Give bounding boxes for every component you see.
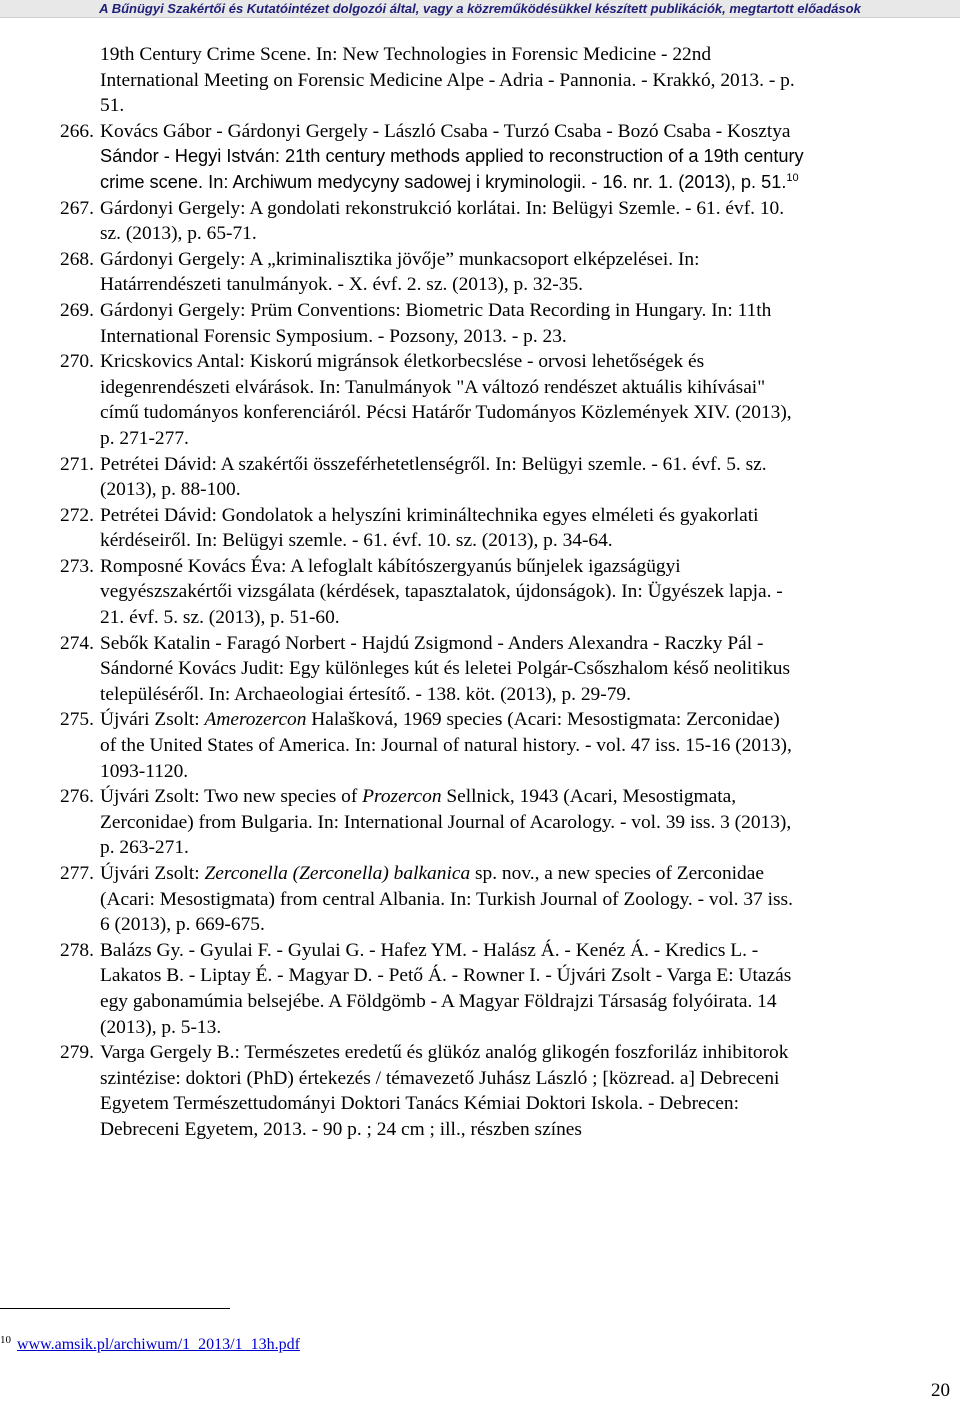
entry-number: 276. <box>60 786 94 808</box>
entry-text-line: of the United States of America. In: Journal of natural history. - vol. 47 iss. 15-16 (2013), <box>100 735 792 757</box>
footnote-marker: 10 <box>0 1333 11 1346</box>
list-item <box>60 861 940 938</box>
entry-text-line: Petrétei Dávid: A szakértői összeférhetetlenségről. In: Belügyi szemle. - 61. évf. 5. sz. <box>100 453 767 475</box>
entry-text-line: kérdéseiről. In: Belügyi szemle. - 61. évf. 10. sz. (2013), p. 34-64. <box>100 530 613 552</box>
entry-number: 268. <box>60 248 94 270</box>
footnote <box>0 1334 300 1356</box>
entry-number: 274. <box>60 632 94 654</box>
bibliography-list <box>60 42 940 1143</box>
list-item <box>60 938 940 1040</box>
entry-text-line: Zerconidae) from Bulgaria. In: International Journal of Acarology. - vol. 39 iss. 3 (2013), <box>100 811 792 833</box>
entry-text-line: Sándorné Kovács Judit: Egy különleges kút és leletei Polgár-Csőszhalom késő neolitikus <box>100 658 791 680</box>
list-item <box>60 349 940 451</box>
footnote-divider <box>0 1308 230 1309</box>
entry-number: 279. <box>60 1042 94 1064</box>
entry-text-line: 51. <box>100 95 125 117</box>
entry-text-line: 6 (2013), p. 669-675. <box>100 914 265 936</box>
entry-text-line: című tudományos konferenciáról. Pécsi Határőr Tudományos Közlemények XIV. (2013), <box>100 402 792 424</box>
entry-text-line: 19th Century Crime Scene. In: New Technologies in Forensic Medicine - 22nd <box>100 44 712 65</box>
list-item <box>60 707 940 784</box>
entry-text-line: Varga Gergely B.: Természetes eredetű és glükóz analóg glikogén foszforiláz inhibitorok <box>100 1042 789 1064</box>
entry-number: 267. <box>60 197 94 219</box>
footnote-reference[interactable]: 10 <box>786 171 799 184</box>
entry-text-line: Balázs Gy. - Gyulai F. - Gyulai G. - Hafez YM. - Halász Á. - Kenéz Á. - Kredics L. - <box>100 939 759 961</box>
entry-number: 271. <box>60 453 94 475</box>
entry-number: 273. <box>60 555 94 577</box>
species-name: Amerozercon <box>204 709 307 731</box>
entry-text-line: International Meeting on Forensic Medicine Alpe - Adria - Pannonia. - Krakkó, 2013. - p. <box>100 69 795 91</box>
entry-number: 270. <box>60 351 94 373</box>
entry-text-line: Sándor - Hegyi István: 21th century methods applied to reconstruction of a 19th century <box>100 146 804 167</box>
entry-number: 278. <box>60 939 94 961</box>
entry-text-line: Újvári Zsolt: Zerconella (Zerconella) balkanica sp. nov., a new species of Zerconidae <box>100 863 764 884</box>
entry-text-line: Újvári Zsolt: Two new species of Prozercon Sellnick, 1943 (Acari, Mesostigmata, <box>100 786 737 808</box>
entry-text-line: vegyészszakértői vizsgálata (kérdések, tapasztalatok, újdonságok). In: Ügyészek lapja. - <box>100 581 783 603</box>
entry-text-line: egy gabonamúmia belsejébe. A Földgömb - A Magyar Földrajzi Társaság folyóirata. 14 <box>100 990 777 1012</box>
entry-text-line: idegenrendészeti elvárások. In: Tanulmányok "A változó rendészet aktuális kihívásai" <box>100 376 766 398</box>
entry-text-line: Újvári Zsolt: Amerozercon Halašková, 1969 species (Acari: Mesostigmata: Zerconidae) <box>100 709 780 731</box>
entry-text-line: 21. évf. 5. sz. (2013), p. 51-60. <box>100 607 340 629</box>
entry-text-line: International Forensic Symposium. - Pozsony, 2013. - p. 23. <box>100 325 567 347</box>
list-item <box>60 119 940 196</box>
page-number: 20 <box>931 1380 950 1401</box>
list-item <box>60 631 940 708</box>
entry-text-line: (2013), p. 5-13. <box>100 1016 222 1038</box>
entry-number: 269. <box>60 299 94 321</box>
list-item <box>60 247 940 298</box>
entry-text-line: p. 263-271. <box>100 837 189 859</box>
entry-text-line: sz. (2013), p. 65-71. <box>100 223 257 245</box>
list-item <box>60 452 940 503</box>
species-name: Zerconella (Zerconella) balkanica <box>204 863 471 884</box>
entry-text-line: Sebők Katalin - Faragó Norbert - Hajdú Zsigmond - Anders Alexandra - Raczky Pál - <box>100 632 764 654</box>
entry-text-line: crime scene. In: Archiwum medycyny sadowej i kryminologii. - 16. nr. 1. (2013), p. 51.10 <box>100 171 799 192</box>
entry-text-line: 1093-1120. <box>100 760 189 782</box>
entry-text-line: Egyetem Természettudományi Doktori Tanács Kémiai Doktori Iskola. - Debrecen: <box>100 1093 739 1115</box>
list-item <box>60 503 940 554</box>
entry-text-line: Kricskovics Antal: Kiskorú migránsok életkorbecslése - orvosi lehetőségek és <box>100 351 705 373</box>
entry-text-line: p. 271-277. <box>100 427 189 449</box>
entry-text-line: (Acari: Mesostigmata) from central Albania. In: Turkish Journal of Zoology. - vol. 37 iss. <box>100 888 793 910</box>
entry-number: 266. <box>60 120 94 142</box>
page-header: A Bűnügyi Szakértői és Kutatóintézet dolgozói által, vagy a közreműködésükkel készített publikációk, megtartott előadások <box>0 0 960 18</box>
list-item <box>60 554 940 631</box>
entry-text-line: Romposné Kovács Éva: A lefoglalt kábítószergyanús bűnjelek igazságügyi <box>100 555 681 577</box>
entry-text-line: szintézise: doktori (PhD) értekezés / témavezető Juhász László ; [közread. a] Debreceni <box>100 1067 780 1089</box>
list-item <box>60 196 940 247</box>
entry-text-line: (2013), p. 88-100. <box>100 479 241 501</box>
entry-text-line: Petrétei Dávid: Gondolatok a helyszíni krimináltechnika egyes elméleti és gyakorlati <box>100 504 759 526</box>
entry-text-line: Gárdonyi Gergely: A „kriminalisztika jövője” munkacsoport elképzelései. In: <box>100 248 700 270</box>
list-item-continuation <box>60 42 940 119</box>
entry-text-line: Lakatos B. - Liptay É. - Magyar D. - Pető Á. - Rowner I. - Újvári Zsolt - Varga E: Utazás <box>100 965 792 987</box>
entry-number: 272. <box>60 504 94 526</box>
entry-text-line: Kovács Gábor - Gárdonyi Gergely - László Csaba - Turzó Csaba - Bozó Csaba - Kosztya <box>100 120 791 142</box>
entry-text-line: Gárdonyi Gergely: Prüm Conventions: Biometric Data Recording in Hungary. In: 11th <box>100 299 772 321</box>
entry-number: 275. <box>60 709 94 731</box>
entry-text-line: Debreceni Egyetem, 2013. - 90 p. ; 24 cm ; ill., részben színes <box>100 1118 582 1140</box>
species-name: Prozercon <box>362 786 442 808</box>
list-item <box>60 784 940 861</box>
footnote-link[interactable]: www.amsik.pl/archiwum/1_2013/1_13h.pdf <box>17 1336 300 1353</box>
entry-number: 277. <box>60 863 94 884</box>
entry-text-line: Gárdonyi Gergely: A gondolati rekonstrukció korlátai. In: Belügyi Szemle. - 61. évf. 10. <box>100 197 785 219</box>
entry-text-line: Határrendészeti tanulmányok. - X. évf. 2. sz. (2013), p. 32-35. <box>100 274 584 296</box>
entry-text-line: településéről. In: Archaeologiai értesítő. - 138. köt. (2013), p. 29-79. <box>100 683 631 705</box>
list-item <box>60 298 940 349</box>
list-item <box>60 1040 940 1142</box>
